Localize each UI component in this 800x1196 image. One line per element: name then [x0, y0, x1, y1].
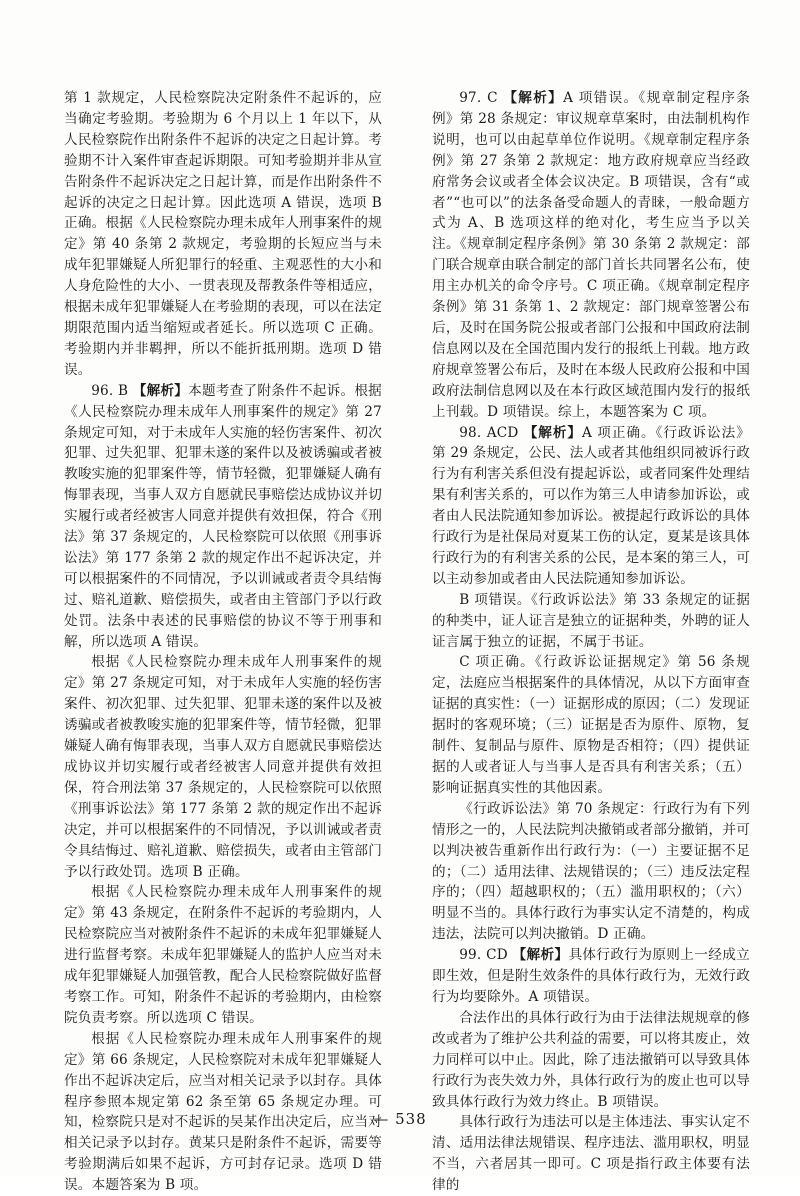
paragraph-text: B 项错误。《行政诉讼法》第 33 条规定的证据的种类中，证人证言是独立的证据种类，外聘的证人证言属于独立的证据，不属于书证。 — [432, 591, 750, 650]
analysis-tag: 【解析】 — [523, 424, 582, 441]
paragraph — [432, 88, 750, 423]
question-number: 97. C — [459, 90, 498, 106]
analysis-tag: 【解析】 — [512, 947, 569, 964]
right-column — [432, 88, 750, 1196]
paragraph-text: 第 1 款规定，人民检察院决定附条件不起诉的，应当确定考验期。考验期为 6 个月以上 1 年以下，从人民检察院作出附条件不起诉的决定之日起计算。考验期不计入案件审查起诉期限。可知考验期并非从宣告附条件不起诉决定之日起计算，而是作出附条件不起诉的决定之日起计算。因此选项 A 错误，选项 B 正确。根据《人民检察院办理未成年人刑事案件的规定》第 40 条第 2 款规定，考验期的长短应当与未成年犯罪嫌疑人所犯罪行的轻重、主观恶性的大小和人身危险性的大小、一贯表现及帮教条件等相适应，根据未成年犯罪嫌疑人在考验期的表现，可以在法定期限范围内适当缩短或者延长。所以选项 C 正确。考验期内并非羁押，所以不能折抵刑期。选项 D 错误。 — [64, 90, 382, 378]
left-column — [64, 88, 382, 1196]
paragraph-text: 本题考查了附条件不起诉。根据《人民检察院办理未成年人刑事案件的规定》第 27 条规定可知，对于未成年人实施的轻伤害案件、初次犯罪、过失犯罪、犯罪未遂的案件以及被诱骗或者被教唆实施的犯罪案件等，情节轻微，犯罪嫌疑人确有悔罪表现，当事人双方自愿就民事赔偿达成协议并切实履行或者经被害人同意并提供有效担保，符合《刑法》第 37 条规定的，人民检察院可以依照《刑事诉讼法》第 177 条第 2 款的规定作出不起诉决定，并可以根据案件的不同情况，予以训诫或者责令具结悔过、赔礼道歉、赔偿损失，或者由主管部门予以行政处罚。法条中表述的民事赔偿的协议不等于刑事和解，所以选项 A 错误。 — [64, 382, 382, 650]
page-number: — 538 — [373, 1110, 427, 1128]
paragraph-text: 根据《人民检察院办理未成年人刑事案件的规定》第 66 条规定，人民检察院对未成年犯罪嫌疑人作出不起诉决定后，应当对相关记录予以封存。具体程序参照本规定第 62 条至第 65 条规定办理。可知，检察院只是对不起诉的吴某作出决定后，应当对相关记录予以封存。黄某只是附条件不起诉，需要等考验期满后如果不起诉，方可封存记录。选项 D 错误。本题答案为 B 项。 — [64, 1030, 382, 1194]
paragraph — [64, 882, 382, 1028]
paragraph-text: A 项错误。《规章制定程序条例》第 28 条规定：审议规章草案时，由法制机构作说明，也可以由起草单位作说明。《规章制定程序条例》第 27 条第 2 款规定：地方政府规章应当经政府常务会议或者全体会议决定。B 项错误，含有“或者”“也可以”的法条备受命题人的青睐，一般命题方式为 A、B 选项这样的绝对化，考生应当予以关注。《规章制定程序条例》第 30 条第 2 款规定：部门联合规章由联合制定的部门首长共同署名公布，使用主办机关的命令序号。C 项正确。《规章制定程序条例》第 31 条第 1、2 款规定：部门规章签署公布后，及时在国务院公报或者部门公报和中国政府法制信息网以及在全国范围内发行的报纸上刊载。地方政府规章签署公布后，及时在本级人民政府公报和中国政府法制信息网以及在本行政区域范围内发行的报纸上刊载。D 项错误。综上，本题答案为 C 项。 — [432, 90, 750, 420]
paragraph-text: 合法作出的具体行政行为由于法律法规规章的修改或者为了维护公共利益的需要，可以将其废止，效力同样可以中止。因此，除了违法撤销可以导致具体行政行为丧失效力外，具体行政行为的废止也可以导致具体行政行为效力终止。B 项错误。 — [432, 1009, 750, 1110]
paragraph — [432, 652, 750, 798]
paragraph-text: C 项正确。《行政诉讼证据规定》第 56 条规定，法庭应当根据案件的具体情况，从以下方面审查证据的真实性：（一）证据形成的原因；（二）发现证据时的客观环境；（三）证据是否为原件、原物，复制件、复制品与原件、原物是否相符；（四）提供证据的人或者证人与当事人是否具有利害关系；（五）影响证据真实性的其他因素。 — [432, 654, 750, 796]
paragraph — [432, 945, 750, 1008]
paragraph-text: 具体行政行为原则上一经成立即生效，但是附生效条件的具体行政行为，无效行政行为均要除外。A 项错误。 — [432, 947, 750, 1005]
paragraph — [432, 799, 750, 945]
paragraph — [432, 1008, 750, 1113]
question-number: 98. ACD — [459, 424, 519, 441]
paragraph — [432, 590, 750, 653]
paragraph-text: 具体行政行为违法可以是主体违法、事实认定不清、适用法律法规错误、程序违法、滥用职权，明显不当，六者居其一即可。C 项是指行政主体要有法律的 — [432, 1114, 750, 1194]
paragraph-text: 根据《人民检察院办理未成年人刑事案件的规定》第 27 条规定可知，对于未成年人实施的轻伤害案件、初次犯罪、过失犯罪、犯罪未遂的案件以及被诱骗或者被教唆实施的犯罪案件等，情节轻微，犯罪嫌疑人确有悔罪表现，当事人双方自愿就民事赔偿达成协议并切实履行或者经被害人同意并提供有效担保，符合刑法第 37 条规定的，人民检察院可以依照《刑事诉讼法》第 177 条第 2 款的规定作出不起诉决定，并可以根据案件的不同情况，予以训诫或者责令具结悔过、赔礼道歉、赔偿损失，或者由主管部门予以行政处罚。选项 B 正确。 — [64, 654, 382, 880]
question-number: 96. B — [91, 382, 129, 399]
paragraph-text: 《行政诉讼法》第 70 条规定：行政行为有下列情形之一的，人民法院判决撤销或者部分撤销，并可以判决被告重新作出行政行为：（一）主要证据不足的；（二）适用法律、法规错误的；（三）违反法定程序的；（四）超越职权的；（五）滥用职权的；（六）明显不当的。具体行政行为事实认定不清楚的，构成违法，法院可以判决撤销。D 正确。 — [432, 800, 750, 943]
paragraph — [64, 88, 382, 381]
paragraph — [64, 652, 382, 882]
paragraph-text: 根据《人民检察院办理未成年人刑事案件的规定》第 43 条规定，在附条件不起诉的考验期内，人民检察院应当对被附条件不起诉的未成年犯罪嫌疑人进行监督考察。未成年犯罪嫌疑人的监护人应当对未成年犯罪嫌疑人加强管教，配合人民检察院做好监督考察工作。可知，附条件不起诉的考验期内，由检察院负责考察。所以选项 C 错误。 — [64, 884, 382, 1026]
analysis-tag: 【解析】 — [503, 90, 564, 106]
analysis-tag: 【解析】 — [132, 382, 189, 399]
paragraph — [432, 423, 750, 590]
paragraph-text: A 项正确。《行政诉讼法》第 29 条规定，公民、法人或者其他组织同被诉行政行为有利害关系但没有提起诉讼，或者同案件处理结果有利害关系的，可以作为第三人申请参加诉讼，或者由人民法院通知参加诉讼。被提起行政诉讼的具体行政行为是社保局对夏某工伤的认定，夏某是该具体行政行为的有利害关系的公民，是本案的第三人，可以主动参加或者由人民法院通知参加诉讼。 — [432, 424, 750, 587]
paragraph — [64, 381, 382, 653]
question-number: 99. CD — [459, 947, 508, 964]
